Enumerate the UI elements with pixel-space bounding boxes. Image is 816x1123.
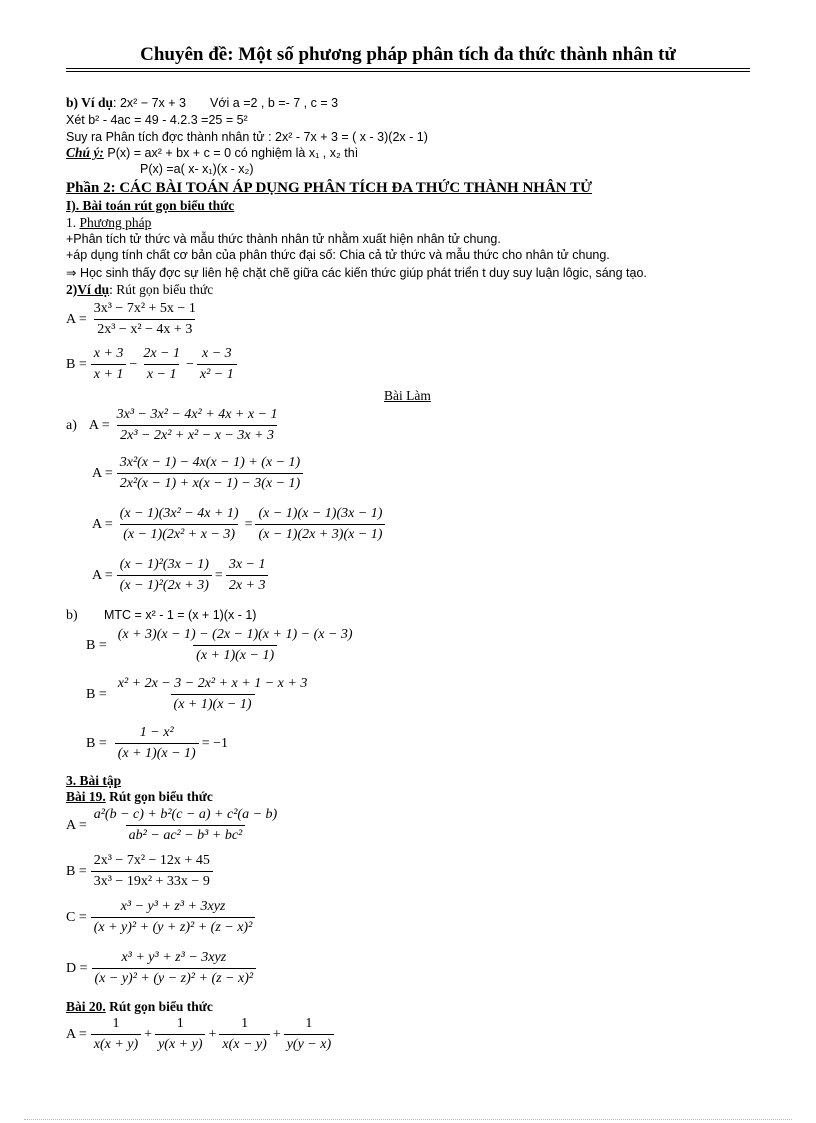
exercise19-label: Bài 19. — [66, 789, 106, 804]
method-label: Phương pháp — [79, 215, 152, 230]
solution-b1-fraction — [115, 626, 356, 665]
solution-a3-fraction — [117, 505, 242, 544]
method-conclusion-text: Học sinh thấy đợc sự liên hệ chặt chẽ giữa các kiến thức giúp phát triển t duy suy luận lôgic, sáng tạo. — [76, 266, 647, 280]
exercise19-c — [66, 898, 255, 937]
exercise20-label: Bài 20. — [66, 999, 106, 1014]
exercise19-b-lbl: B = — [66, 863, 87, 879]
method-heading — [66, 215, 151, 231]
example2-heading — [66, 282, 213, 298]
method-conclusion — [66, 265, 647, 281]
exercise20-f4-num: 1 — [305, 1016, 313, 1031]
part2-label: Phần 2: — [66, 180, 116, 196]
exercise20-f3 — [219, 1015, 269, 1054]
solution-b-mtc-line — [66, 607, 256, 624]
solution-a3-den: (x − 1)(2x² + x − 3) — [120, 524, 238, 544]
solution-a2-num: 3x²(x − 1) − 4x(x − 1) + (x − 1) — [119, 455, 301, 470]
solution-b3-result: = −1 — [201, 735, 229, 751]
exercise20-f3-den: x(x − y) — [219, 1034, 269, 1054]
exercise19-a-fraction — [91, 806, 280, 845]
solution-a1-num: 3x³ − 3x² − 4x² + 4x + x − 1 — [116, 407, 278, 422]
problem-a-denominator: 2x³ − x² − 4x + 3 — [94, 319, 195, 339]
method-step-2: +áp dụng tính chất cơ bản của phân thức đại số: Chia cả tử thức và mẫu thức cho nhân tử chung. — [66, 248, 610, 262]
solution-a4-lbl: A = — [92, 567, 113, 583]
exercise19-d-num: x³ + y³ + z³ − 3xyz — [121, 950, 227, 965]
solution-a3b-num: (x − 1)(x − 1)(3x − 1) — [258, 506, 383, 521]
solution-b1-den: (x + 1)(x − 1) — [193, 645, 277, 665]
solution-a4-num: (x − 1)²(3x − 1) — [119, 557, 209, 572]
example-b-discriminant: Xét b² - 4ac = 49 - 4.2.3 =25 = 5² — [66, 113, 248, 127]
solution-b2-fraction — [115, 675, 311, 714]
method-number: 1. — [66, 215, 80, 230]
problem-b-fraction-3 — [197, 345, 237, 384]
solution-a2-den: 2x²(x − 1) + x(x − 1) − 3(x − 1) — [117, 473, 303, 493]
example-b-params: Với a =2 , b =- 7 , c = 3 — [210, 96, 339, 110]
method-step-1: +Phân tích tử thức và mẫu thức thành nhân tử nhằm xuất hiện nhân tử chung. — [66, 232, 501, 246]
solution-b3-num: 1 − x² — [139, 725, 174, 740]
section1-heading: I). Bài toán rút gọn biểu thức — [66, 198, 235, 213]
title-rule-top — [66, 68, 750, 69]
solution-a2-fraction — [117, 454, 303, 493]
solution-a-label: a) — [66, 417, 77, 433]
implies-icon: ⇒ — [66, 266, 77, 280]
note-text: P(x) = ax² + bx + c = 0 có nghiệm là x₁ , x₂ thì — [103, 146, 359, 160]
problem-a-label: A = — [66, 311, 87, 327]
example-b-expr: : 2x² − 7x + 3 — [113, 96, 186, 110]
exercise19-a-den: ab² − ac² − b³ + bc² — [126, 825, 246, 845]
page-bottom-border — [24, 1119, 792, 1120]
solution-a-step-4 — [92, 556, 268, 595]
problem-b-fraction-2 — [140, 345, 183, 384]
exercise19-a-lbl: A = — [66, 817, 87, 833]
exercise20-text: Rút gọn biểu thức — [105, 999, 213, 1014]
problem-b-f1-den: x + 1 — [91, 364, 127, 384]
exercise20-f4-den: y(y − x) — [284, 1034, 334, 1054]
exercise19-b-den: 3x³ − 19x² + 33x − 9 — [91, 871, 213, 891]
solution-a3b-den: (x − 1)(2x + 3)(x − 1) — [255, 524, 385, 544]
exercise20-f3-num: 1 — [241, 1016, 249, 1031]
solution-b1-num: (x + 3)(x − 1) − (2x − 1)(x + 1) − (x − 3) — [117, 627, 353, 642]
solution-a3-lbl: A = — [92, 516, 113, 532]
solution-a1-lbl: A = — [88, 417, 110, 433]
solution-b2-den: (x + 1)(x − 1) — [171, 694, 255, 714]
exercise20-plus-1: + — [144, 1026, 153, 1042]
solution-a4b-num: 3x − 1 — [228, 557, 266, 572]
exercise19-c-fraction — [91, 898, 256, 937]
problem-b-minus-1: − — [129, 356, 138, 372]
solution-a-step-2 — [92, 454, 303, 493]
solution-a2-lbl: A = — [92, 465, 113, 481]
solution-b-label: b) — [66, 608, 78, 623]
exercise19-d — [66, 949, 256, 988]
solution-a4-den: (x − 1)²(2x + 3) — [117, 575, 212, 595]
problem-a — [66, 300, 199, 339]
solution-b3-den: (x + 1)(x − 1) — [115, 743, 199, 763]
problem-a-numerator: 3x³ − 7x² + 5x − 1 — [93, 301, 196, 316]
solution-a3b-fraction — [255, 505, 385, 544]
solution-b3-lbl: B = — [86, 735, 107, 751]
exercise19-b — [66, 852, 213, 891]
exercise19-heading — [66, 789, 213, 805]
exercise19-a — [66, 806, 280, 845]
exercise20-a-lbl: A = — [66, 1026, 87, 1042]
exercise20-f2-den: y(x + y) — [155, 1034, 205, 1054]
exercise20-f1 — [91, 1015, 141, 1054]
solution-b-step-2 — [86, 675, 310, 714]
exercise20-plus-3: + — [272, 1026, 281, 1042]
solution-b-step-3 — [86, 724, 231, 763]
solution-a-step-1 — [66, 406, 281, 445]
exercise19-d-lbl: D = — [66, 960, 88, 976]
solution-a-step-3 — [92, 505, 385, 544]
solution-title: Bài Làm — [384, 388, 431, 403]
note-result: P(x) =a( x- x₁)(x - x₂) — [140, 162, 254, 176]
exercise19-a-num: a²(b − c) + b²(c − a) + c²(a − b) — [93, 807, 278, 822]
solution-b1-lbl: B = — [86, 637, 107, 653]
exercises-heading: 3. Bài tập — [66, 773, 122, 788]
exercise19-c-lbl: C = — [66, 909, 87, 925]
problem-b-f3-den: x² − 1 — [197, 364, 237, 384]
solution-b2-num: x² + 2x − 3 − 2x² + x + 1 − x + 3 — [117, 676, 308, 691]
exercise20-f1-num: 1 — [112, 1016, 120, 1031]
solution-b-step-1 — [86, 626, 356, 665]
problem-a-fraction — [91, 300, 199, 339]
example-b-factorization: Suy ra Phân tích đợc thành nhân tử : 2x² - 7x + 3 = ( x - 3)(2x - 1) — [66, 130, 428, 144]
problem-b-f3-num: x − 3 — [201, 346, 232, 361]
exercise19-b-fraction — [91, 852, 213, 891]
part2-heading — [66, 180, 592, 196]
problem-b-minus-2: − — [185, 356, 194, 372]
exercise20-f4 — [284, 1015, 334, 1054]
solution-a1-den: 2x³ − 2x² + x² − x − 3x + 3 — [117, 425, 277, 445]
solution-a3-eq: = — [244, 516, 253, 532]
solution-a1-fraction — [114, 406, 281, 445]
solution-a3-num: (x − 1)(3x² − 4x + 1) — [119, 506, 239, 521]
problem-b-f1-num: x + 3 — [93, 346, 124, 361]
part2-title: CÁC BÀI TOÁN ÁP DỤNG PHÂN TÍCH ĐA THỨC THÀNH NHÂN TỬ — [115, 180, 593, 196]
exercise20-f2-num: 1 — [176, 1016, 184, 1031]
example2-text: : Rút gọn biểu thức — [109, 282, 214, 297]
exercise19-c-num: x³ − y³ + z³ + 3xyz — [120, 899, 226, 914]
solution-a4b-den: 2x + 3 — [226, 575, 269, 595]
exercise20-a — [66, 1015, 334, 1054]
example2-number: 2) — [66, 282, 78, 297]
example-b-label: b) Ví dụ — [66, 95, 114, 110]
note-line — [66, 145, 358, 161]
problem-b-f2-num: 2x − 1 — [143, 346, 180, 361]
solution-b2-lbl: B = — [86, 686, 107, 702]
problem-b-label: B = — [66, 356, 87, 372]
example2-label: Ví dụ — [77, 282, 110, 297]
solution-b3-fraction — [115, 724, 199, 763]
exercise20-f2 — [155, 1015, 205, 1054]
problem-b-f2-den: x − 1 — [144, 364, 180, 384]
solution-a4-fraction — [117, 556, 212, 595]
exercise20-plus-2: + — [208, 1026, 217, 1042]
problem-b-fraction-1 — [91, 345, 127, 384]
exercise19-text: Rút gọn biểu thức — [105, 789, 213, 804]
solution-b-mtc: MTC = x² - 1 = (x + 1)(x - 1) — [104, 608, 257, 622]
note-label: Chú ý: — [66, 145, 104, 160]
exercise19-d-den: (x − y)² + (y − z)² + (z − x)² — [92, 968, 257, 988]
title-rule-bottom — [66, 71, 750, 72]
exercise20-heading — [66, 999, 213, 1015]
solution-a4b-fraction — [226, 556, 269, 595]
page-title: Chuyên đề: Một số phương pháp phân tích đa thức thành nhân tử — [140, 44, 676, 65]
exercise19-c-den: (x + y)² + (y + z)² + (z − x)² — [91, 917, 256, 937]
exercise19-b-num: 2x³ − 7x² − 12x + 45 — [93, 853, 210, 868]
example-b-line — [66, 95, 338, 111]
exercise20-f1-den: x(x + y) — [91, 1034, 141, 1054]
problem-b — [66, 345, 237, 384]
solution-a4-eq: = — [214, 567, 223, 583]
exercise19-d-fraction — [92, 949, 257, 988]
